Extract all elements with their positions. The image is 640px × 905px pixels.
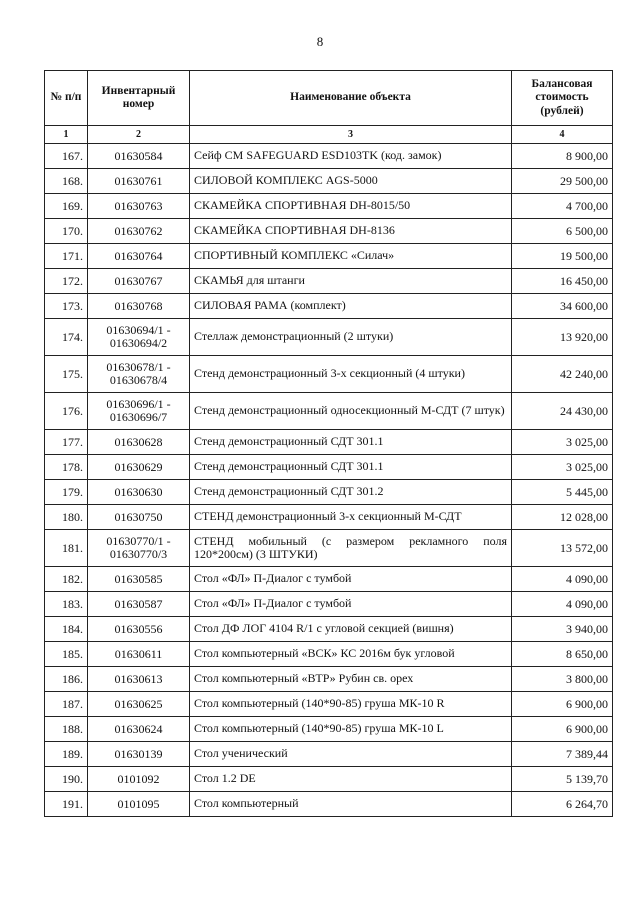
row-number: 180. — [45, 505, 88, 530]
balance-cost: 12 028,00 — [512, 505, 613, 530]
table-row — [45, 393, 613, 430]
table-header-row — [45, 71, 613, 126]
table-row — [45, 219, 613, 244]
balance-cost: 8 900,00 — [512, 144, 613, 169]
table-row — [45, 617, 613, 642]
inventory-number: 01630764 — [88, 244, 190, 269]
header-balance-cost: Балансовая стоимость (рублей) — [512, 71, 613, 126]
row-number: 190. — [45, 767, 88, 792]
inventory-number: 01630678/1 - 01630678/4 — [88, 356, 190, 393]
table-row — [45, 530, 613, 567]
row-number: 175. — [45, 356, 88, 393]
object-name: Стол компьютерный (140*90-85) груша МК-10 L — [190, 717, 512, 742]
inventory-number: 01630584 — [88, 144, 190, 169]
header-inventory-number: Инвентарный номер — [88, 71, 190, 126]
inventory-number: 01630770/1 - 01630770/3 — [88, 530, 190, 567]
row-number: 174. — [45, 319, 88, 356]
inventory-number: 01630696/1 - 01630696/7 — [88, 393, 190, 430]
row-number: 188. — [45, 717, 88, 742]
balance-cost: 6 500,00 — [512, 219, 613, 244]
object-name: Сейф CM SAFEGUARD ESD103TK (код. замок) — [190, 144, 512, 169]
balance-cost: 6 264,70 — [512, 792, 613, 817]
row-number: 181. — [45, 530, 88, 567]
inventory-number: 0101092 — [88, 767, 190, 792]
object-name: СИЛОВОЙ КОМПЛЕКС AGS-5000 — [190, 169, 512, 194]
balance-cost: 6 900,00 — [512, 717, 613, 742]
table-row — [45, 717, 613, 742]
row-number: 178. — [45, 455, 88, 480]
row-number: 182. — [45, 567, 88, 592]
inventory-table — [44, 70, 613, 817]
table-row — [45, 592, 613, 617]
column-number: 3 — [190, 126, 512, 144]
balance-cost: 8 650,00 — [512, 642, 613, 667]
inventory-number: 01630613 — [88, 667, 190, 692]
balance-cost: 13 572,00 — [512, 530, 613, 567]
object-name: Стол компьютерный (140*90-85) груша МК-10 R — [190, 692, 512, 717]
row-number: 170. — [45, 219, 88, 244]
object-name: СКАМЕЙКА СПОРТИВНАЯ DH-8015/50 — [190, 194, 512, 219]
balance-cost: 13 920,00 — [512, 319, 613, 356]
row-number: 172. — [45, 269, 88, 294]
balance-cost: 42 240,00 — [512, 356, 613, 393]
table-row — [45, 169, 613, 194]
balance-cost: 4 700,00 — [512, 194, 613, 219]
inventory-number: 01630611 — [88, 642, 190, 667]
row-number: 189. — [45, 742, 88, 767]
inventory-number: 01630750 — [88, 505, 190, 530]
page-number: 8 — [316, 34, 324, 49]
balance-cost: 3 800,00 — [512, 667, 613, 692]
balance-cost: 5 445,00 — [512, 480, 613, 505]
balance-cost: 29 500,00 — [512, 169, 613, 194]
row-number: 176. — [45, 393, 88, 430]
table-row — [45, 356, 613, 393]
inventory-number: 01630628 — [88, 430, 190, 455]
table-row — [45, 144, 613, 169]
object-name: Стенд демонстрационный СДТ 301.1 — [190, 430, 512, 455]
header-object-name: Наименование объекта — [190, 71, 512, 126]
inventory-number: 01630629 — [88, 455, 190, 480]
object-name: Стенд демонстрационный СДТ 301.1 — [190, 455, 512, 480]
table-row — [45, 742, 613, 767]
table-row — [45, 294, 613, 319]
balance-cost: 4 090,00 — [512, 592, 613, 617]
object-name: СТЕНД демонстрационный 3-х секционный М-СДТ — [190, 505, 512, 530]
column-numbers-row — [45, 126, 613, 144]
row-number: 173. — [45, 294, 88, 319]
table-row — [45, 455, 613, 480]
balance-cost: 16 450,00 — [512, 269, 613, 294]
row-number: 179. — [45, 480, 88, 505]
object-name: СКАМЕЙКА СПОРТИВНАЯ DH-8136 — [190, 219, 512, 244]
object-name: Стол 1.2 DE — [190, 767, 512, 792]
inventory-number: 01630587 — [88, 592, 190, 617]
balance-cost: 5 139,70 — [512, 767, 613, 792]
row-number: 177. — [45, 430, 88, 455]
balance-cost: 7 389,44 — [512, 742, 613, 767]
inventory-number: 01630624 — [88, 717, 190, 742]
row-number: 167. — [45, 144, 88, 169]
column-number: 2 — [88, 126, 190, 144]
balance-cost: 24 430,00 — [512, 393, 613, 430]
inventory-number: 01630767 — [88, 269, 190, 294]
inventory-number: 01630763 — [88, 194, 190, 219]
table-row — [45, 430, 613, 455]
table-row — [45, 642, 613, 667]
table-row — [45, 480, 613, 505]
table-row — [45, 194, 613, 219]
row-number: 187. — [45, 692, 88, 717]
object-name: Стол компьютерный «ВТР» Рубин св. орех — [190, 667, 512, 692]
object-name: Стеллаж демонстрационный (2 штуки) — [190, 319, 512, 356]
table-row — [45, 244, 613, 269]
object-name: СТЕНД мобильный (с размером рекламного поля 120*200см) (3 ШТУКИ) — [190, 530, 512, 567]
object-name: СПОРТИВНЫЙ КОМПЛЕКС «Силач» — [190, 244, 512, 269]
balance-cost: 4 090,00 — [512, 567, 613, 592]
table-row — [45, 505, 613, 530]
table-row — [45, 767, 613, 792]
balance-cost: 34 600,00 — [512, 294, 613, 319]
table-row — [45, 269, 613, 294]
row-number: 185. — [45, 642, 88, 667]
row-number: 169. — [45, 194, 88, 219]
object-name: Стол ученический — [190, 742, 512, 767]
object-name: Стол «ФЛ» П-Диалог с тумбой — [190, 567, 512, 592]
inventory-number: 01630625 — [88, 692, 190, 717]
balance-cost: 3 025,00 — [512, 430, 613, 455]
row-number: 184. — [45, 617, 88, 642]
object-name: Стенд демонстрационный СДТ 301.2 — [190, 480, 512, 505]
column-number: 4 — [512, 126, 613, 144]
balance-cost: 3 025,00 — [512, 455, 613, 480]
balance-cost: 19 500,00 — [512, 244, 613, 269]
inventory-number: 01630762 — [88, 219, 190, 244]
table-row — [45, 692, 613, 717]
object-name: Стол компьютерный — [190, 792, 512, 817]
inventory-number: 01630694/1 - 01630694/2 — [88, 319, 190, 356]
inventory-number: 01630761 — [88, 169, 190, 194]
object-name: Стол компьютерный «ВСК» КС 2016м бук угловой — [190, 642, 512, 667]
row-number: 191. — [45, 792, 88, 817]
table-row — [45, 319, 613, 356]
column-number: 1 — [45, 126, 88, 144]
balance-cost: 3 940,00 — [512, 617, 613, 642]
table-row — [45, 667, 613, 692]
table-row — [45, 567, 613, 592]
row-number: 168. — [45, 169, 88, 194]
object-name: Стол ДФ ЛОГ 4104 R/1 с угловой секцией (вишня) — [190, 617, 512, 642]
object-name: Стол «ФЛ» П-Диалог с тумбой — [190, 592, 512, 617]
inventory-number: 01630585 — [88, 567, 190, 592]
header-num: № п/п — [45, 71, 88, 126]
balance-cost: 6 900,00 — [512, 692, 613, 717]
inventory-number: 01630768 — [88, 294, 190, 319]
row-number: 186. — [45, 667, 88, 692]
table-row — [45, 792, 613, 817]
inventory-number: 01630630 — [88, 480, 190, 505]
inventory-number: 01630556 — [88, 617, 190, 642]
object-name: Стенд демонстрационный односекционный М-СДТ (7 штук) — [190, 393, 512, 430]
row-number: 171. — [45, 244, 88, 269]
object-name: СКАМЬЯ для штанги — [190, 269, 512, 294]
inventory-number: 01630139 — [88, 742, 190, 767]
inventory-number: 0101095 — [88, 792, 190, 817]
object-name: СИЛОВАЯ РАМА (комплект) — [190, 294, 512, 319]
row-number: 183. — [45, 592, 88, 617]
object-name: Стенд демонстрационный 3-х секционный (4 штуки) — [190, 356, 512, 393]
